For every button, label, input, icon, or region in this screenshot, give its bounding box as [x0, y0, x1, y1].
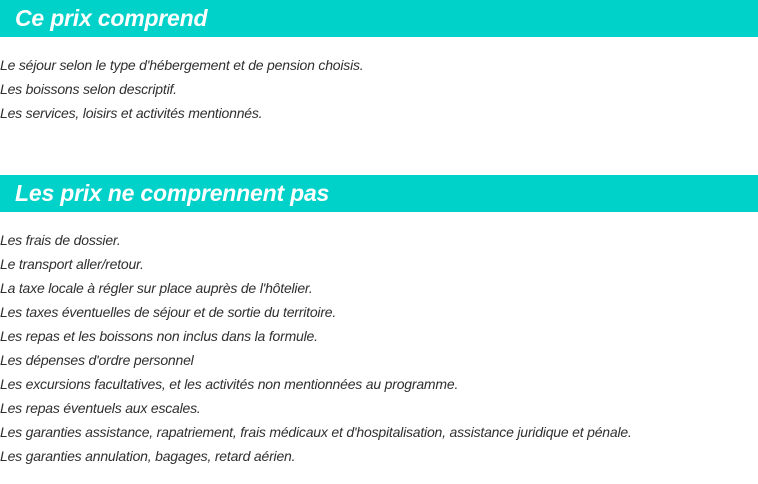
- excluded-item: Les repas et les boissons non inclus dans la formule.: [0, 328, 318, 344]
- excluded-title: Les prix ne comprennent pas: [15, 180, 330, 206]
- included-item: Les services, loisirs et activités mentionnés.: [0, 105, 263, 121]
- included-item: Le séjour selon le type d'hébergement et de pension choisis.: [0, 57, 364, 73]
- included-section: [0, 0, 758, 125]
- included-list: [0, 53, 758, 125]
- excluded-section: [0, 175, 758, 468]
- excluded-item: La taxe locale à régler sur place auprès de l'hôtelier.: [0, 280, 313, 296]
- excluded-item: Les taxes éventuelles de séjour et de sortie du territoire.: [0, 304, 337, 320]
- excluded-item: Les repas éventuels aux escales.: [0, 400, 201, 416]
- excluded-header: [0, 175, 758, 212]
- excluded-item: Les garanties assistance, rapatriement, frais médicaux et d'hospitalisation, assistance juridique et pénale.: [0, 424, 632, 440]
- included-header: [0, 0, 758, 37]
- included-title: Ce prix comprend: [15, 5, 208, 31]
- excluded-item: Les excursions facultatives, et les activités non mentionnées au programme.: [0, 376, 459, 392]
- excluded-item: Les dépenses d'ordre personnel: [0, 352, 194, 368]
- excluded-item: Le transport aller/retour.: [0, 256, 144, 272]
- included-item: Les boissons selon descriptif.: [0, 81, 177, 97]
- excluded-item: Les garanties annulation, bagages, retard aérien.: [0, 448, 296, 464]
- excluded-list: [0, 228, 758, 468]
- excluded-item: Les frais de dossier.: [0, 232, 121, 248]
